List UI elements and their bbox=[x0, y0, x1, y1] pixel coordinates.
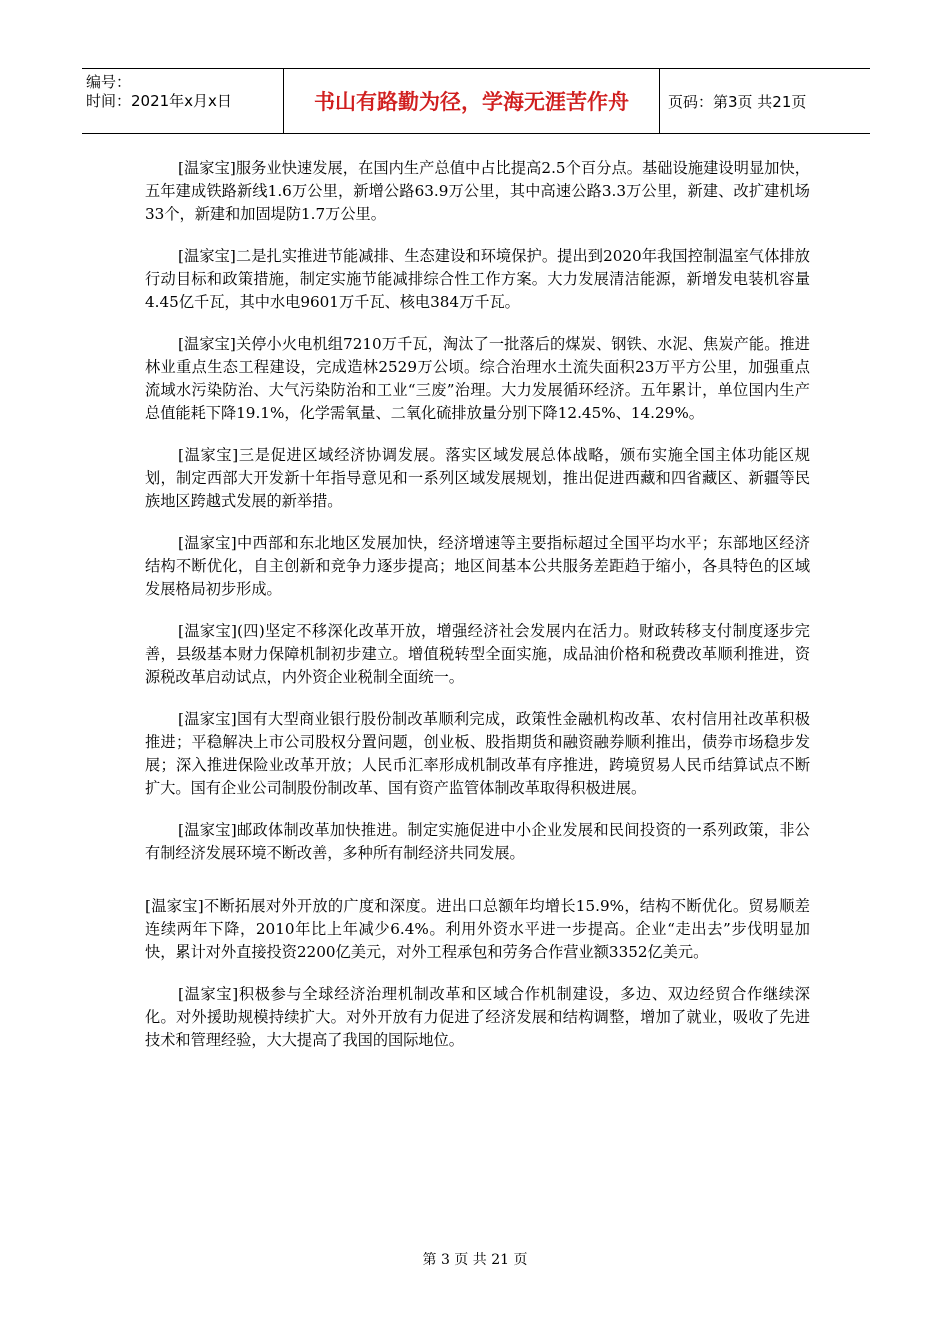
page-header bbox=[82, 68, 870, 134]
paragraph: [温家宝]积极参与全球经济治理机制改革和区域合作机制建设，多边、双边经贸合作继续深化。对外援助规模持续扩大。对外开放有力促进了经济发展和结构调整，增加了就业，吸收了先进技术和管理经验，大大提高了我国的国际地位。 bbox=[145, 985, 810, 1049]
paragraph: [温家宝]不断拓展对外开放的广度和深度。进出口总额年均增长15.9%，结构不断优化。贸易顺差连续两年下降，2010年比上年减少6.4%。利用外资水平进一步提高。企业“走出去”步伐明显加快，累计对外直接投资2200亿美元，对外工程承包和劳务合作营业额3352亿美元。 bbox=[145, 897, 810, 961]
header-motto: 书山有路勤为径，学海无涯苦作舟 bbox=[284, 69, 660, 133]
paragraph: [温家宝]服务业快速发展，在国内生产总值中占比提高2.5个百分点。基础设施建设明显加快，五年建成铁路新线1.6万公里，新增公路63.9万公里，其中高速公路3.3万公里，新建、改扩建机场33个，新建和加固堤防1.7万公里。 bbox=[145, 159, 810, 223]
paragraph: [温家宝]三是促进区域经济协调发展。落实区域发展总体战略，颁布实施全国主体功能区规划，制定西部大开发新十年指导意见和一系列区域发展规划，推出促进西藏和四省藏区、新疆等民族地区跨越式发展的新举措。 bbox=[145, 446, 810, 510]
doc-number-label: 编号： bbox=[86, 73, 132, 91]
paragraph: [温家宝](四)坚定不移深化改革开放，增强经济社会发展内在活力。财政转移支付制度逐步完善，县级基本财力保障机制初步建立。增值税转型全面实施，成品油价格和税费改革顺利推进，资源税改革启动试点，内外资企业税制全面统一。 bbox=[145, 622, 810, 686]
paragraph: [温家宝]国有大型商业银行股份制改革顺利完成，政策性金融机构改革、农村信用社改革积极推进；平稳解决上市公司股权分置问题，创业板、股指期货和融资融券顺利推出，债券市场稳步发展；深入推进保险业改革开放；人民币汇率形成机制改革有序推进，跨境贸易人民币结算试点不断扩大。国有企业公司制股份制改革、国有资产监管体制改革取得积极进展。 bbox=[145, 710, 810, 797]
document-body bbox=[145, 157, 810, 1071]
date-label: 时间：2021年x月x日 bbox=[86, 92, 232, 110]
header-meta bbox=[82, 69, 284, 133]
header-page-label: 页码：第3页 共21页 bbox=[668, 92, 807, 111]
paragraph: [温家宝]关停小火电机组7210万千瓦，淘汰了一批落后的煤炭、钢铁、水泥、焦炭产能。推进林业重点生态工程建设，完成造林2529万公顷。综合治理水土流失面积23万平方公里，加强重点流域水污染防治、大气污染防治和工业“三废”治理。大力发展循环经济。五年累计，单位国内生产总值能耗下降19.1%，化学需氧量、二氧化硫排放量分别下降12.45%、14.29%。 bbox=[145, 335, 810, 422]
paragraph: [温家宝]二是扎实推进节能减排、生态建设和环境保护。提出到2020年我国控制温室气体排放行动目标和政策措施，制定实施节能减排综合性工作方案。大力发展清洁能源，新增发电装机容量4.45亿千瓦，其中水电9601万千瓦、核电384万千瓦。 bbox=[145, 247, 810, 311]
paragraph: [温家宝]中西部和东北地区发展加快，经济增速等主要指标超过全国平均水平；东部地区经济结构不断优化，自主创新和竞争力逐步提高；地区间基本公共服务差距趋于缩小，各具特色的区域发展格局初步形成。 bbox=[145, 534, 810, 598]
page-footer: 第 3 页 共 21 页 bbox=[422, 1252, 528, 1268]
paragraph: [温家宝]邮政体制改革加快推进。制定实施促进中小企业发展和民间投资的一系列政策，非公有制经济发展环境不断改善，多种所有制经济共同发展。 bbox=[145, 821, 810, 862]
